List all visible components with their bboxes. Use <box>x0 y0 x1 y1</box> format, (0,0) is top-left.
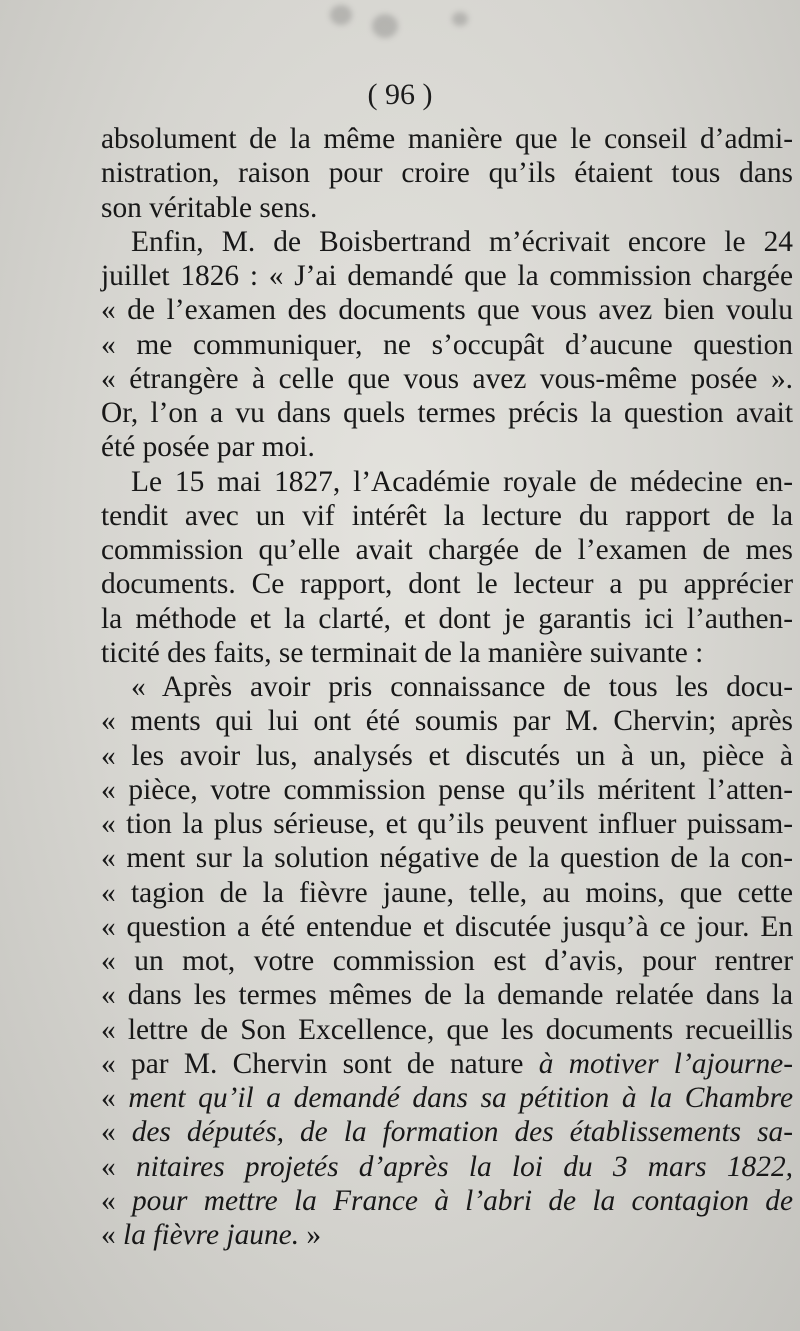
line-text: Le 15 mai 1827, l’Académie royale de médecine en- <box>131 465 793 498</box>
text-line <box>101 1013 793 1047</box>
text-line <box>101 122 793 156</box>
line-text: « lettre de Son Excellence, que les documents recueillis <box>101 1013 793 1046</box>
text-line <box>101 636 793 670</box>
text-line <box>101 191 793 225</box>
ink-spot <box>372 14 398 38</box>
ink-spot <box>452 12 468 26</box>
line-text: « dans les termes mêmes de la demande relatée dans la <box>101 979 793 1012</box>
text-line <box>101 293 793 327</box>
line-text: « étrangère à celle que vous avez vous-même posée ». <box>101 362 793 395</box>
line-text: été posée par moi. <box>101 431 315 464</box>
text-line <box>101 841 793 875</box>
line-tail: » <box>299 1219 322 1251</box>
line-text: « <box>101 1219 124 1251</box>
line-text: « ment sur la solution négative de la question de la con- <box>101 842 793 875</box>
line-text: tendit avec un vif intérêt la lecture du rapport de la <box>101 499 793 532</box>
line-text: la méthode et la clarté, et dont je garantis ici l’authen- <box>101 602 793 635</box>
line-text: Enfin, M. de Boisbertrand m’écrivait encore le 24 <box>131 225 793 258</box>
line-text: « <box>101 1150 136 1183</box>
text-line <box>101 670 793 704</box>
page-number: ( 96 ) <box>367 78 433 111</box>
paragraph <box>101 670 793 1252</box>
line-text: « question a été entendue et discutée jusqu’à ce jour. En <box>101 910 793 943</box>
text-line <box>101 978 793 1012</box>
text-line <box>101 259 793 293</box>
paragraph <box>101 122 793 225</box>
text-line <box>101 328 793 362</box>
line-text: Or, l’on a vu dans quels termes précis la question avait <box>101 397 793 429</box>
text-line <box>101 396 793 430</box>
italic-text: pour mettre la France à l’abri de la contagion de <box>131 1184 793 1217</box>
line-text: son véritable sens. <box>101 191 318 224</box>
text-line <box>101 362 793 396</box>
text-line <box>101 225 793 259</box>
paragraph <box>101 225 793 465</box>
text-line <box>101 1150 793 1184</box>
line-text: « pièce, votre commission pense qu’ils méritent l’atten- <box>101 773 793 806</box>
italic-text: la fièvre jaune. <box>123 1219 300 1251</box>
text-line <box>101 156 793 190</box>
line-text: « <box>101 1184 132 1217</box>
text-line <box>101 533 793 567</box>
italic-text: ment qu’il a demandé dans sa pétition à la Chambre <box>128 1082 794 1114</box>
line-text: « <box>101 1116 132 1149</box>
italic-text: nitaires projetés d’après la loi du 3 mars 1822, <box>135 1150 793 1183</box>
text-line <box>101 876 793 910</box>
ink-spot <box>330 5 352 25</box>
line-text: ticité des faits, se terminait de la manière suivante : <box>101 636 704 669</box>
line-text: « les avoir lus, analysés et discutés un à un, pièce à <box>101 739 793 772</box>
text-line <box>101 910 793 944</box>
paragraph <box>101 465 793 671</box>
text-line <box>101 1218 793 1252</box>
text-line <box>101 1081 793 1115</box>
text-line <box>101 1115 793 1149</box>
body-text <box>101 122 793 1252</box>
line-text: « me communiquer, ne s’occupât d’aucune question <box>101 328 793 361</box>
text-line <box>101 499 793 533</box>
line-text: « par M. Chervin sont de nature <box>101 1047 524 1080</box>
line-text: « de l’examen des documents que vous avez bien voulu <box>101 294 793 327</box>
text-line <box>101 739 793 773</box>
text-line <box>101 704 793 738</box>
line-text: commission qu’elle avait chargée de l’examen de mes <box>101 534 793 566</box>
text-line <box>101 807 793 841</box>
text-line <box>101 465 793 499</box>
italic-text: des députés, de la formation des établissements sa- <box>131 1116 793 1149</box>
italic-text: à motiver l’ajourne- <box>538 1047 793 1080</box>
line-text: absolument de la même manière que le conseil d’admi- <box>101 123 793 155</box>
line-text: juillet 1826 : « J’ai demandé que la commission chargée <box>101 260 793 292</box>
line-text: « un mot, votre commission est d’avis, pour rentrer <box>101 945 793 977</box>
text-line <box>101 567 793 601</box>
line-text: « tion la plus sérieuse, et qu’ils peuvent influer puissam- <box>101 808 793 840</box>
text-line <box>101 602 793 636</box>
line-text: nistration, raison pour croire qu’ils étaient tous dans <box>101 157 793 190</box>
line-text: « <box>101 1082 129 1114</box>
text-line <box>101 1047 793 1081</box>
line-text: « Après avoir pris connaissance de tous les docu- <box>131 671 793 703</box>
text-line <box>101 944 793 978</box>
text-line <box>101 773 793 807</box>
line-text: « ments qui lui ont été soumis par M. Chervin; après <box>101 705 793 738</box>
line-text: documents. Ce rapport, dont le lecteur a pu apprécier <box>101 568 793 601</box>
text-line <box>101 430 793 464</box>
text-line <box>101 1184 793 1218</box>
line-text: « tagion de la fièvre jaune, telle, au moins, que cette <box>101 876 793 909</box>
